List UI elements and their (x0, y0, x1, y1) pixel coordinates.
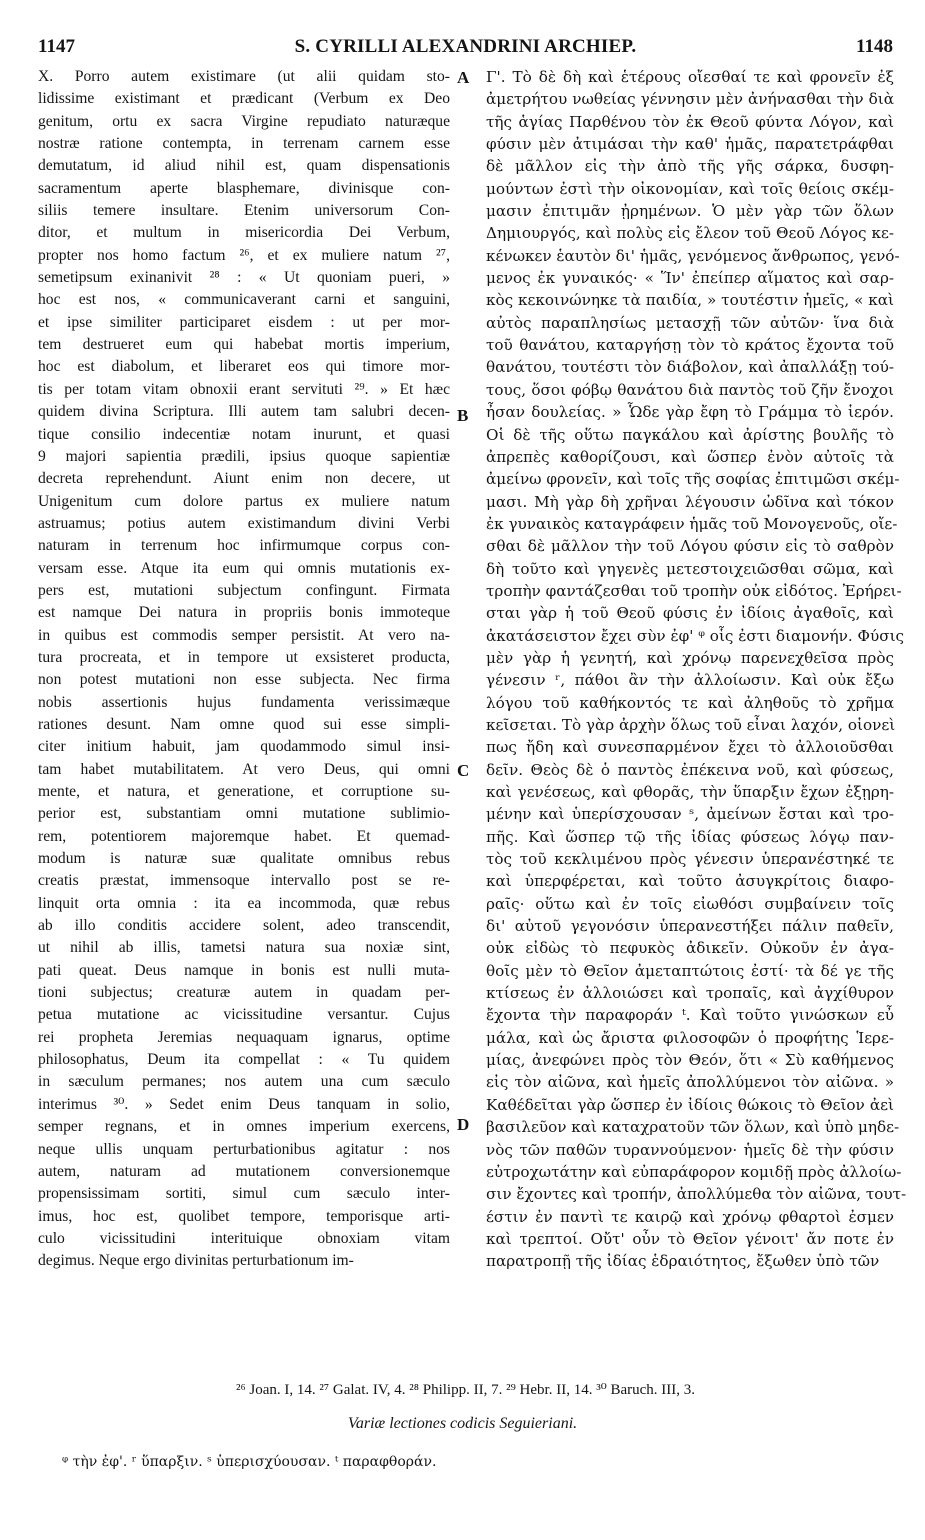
latin-text-line: lidissime existimant et prædicant (Verbum ex Deo (38, 90, 450, 108)
latin-column (38, 66, 450, 1273)
latin-text-line: propter nos homo factum ²⁶, et ex muliere natum ²⁷, (38, 246, 450, 264)
latin-text-line: 9 majori sapientia prædili, ipsius quoque sapientiæ (38, 447, 450, 465)
page-number-left: 1147 (38, 36, 75, 57)
greek-text-line: νὸς τῶν παθῶν τυραννούμενον· ἡμεῖς δὲ τὴν φύσιν (486, 1140, 894, 1159)
footnotes: ²⁶ Joan. I, 14. ²⁷ Galat. IV, 4. ²⁸ Philipp. II, 7. ²⁹ Hebr. II, 14. ³⁰ Baruch. III, 3. (235, 1382, 696, 1398)
latin-text-line: rationes desunt. Nam omne quod sui esse simpli- (38, 715, 450, 733)
greek-text-line: τῆς ἁγίας Παρθένου τὸν ἐκ Θεοῦ φύντα Λόγον, καὶ (486, 112, 894, 131)
greek-text-line: σται γὰρ ἡ τοῦ Θεοῦ φύσις ἐν ἰδίοις ἀγαθοῖς, καὶ (486, 604, 894, 623)
greek-text-line: αὐτὸς παραπλησίως μετασχῇ τῶν αὐτῶν· ἵνα διὰ (486, 313, 894, 332)
latin-text-line: ut nihil ab illis, tametsi natura sua noxiæ sint, (38, 939, 450, 957)
latin-text-line: astruamus; potius autem existimandum divini Verbi (38, 514, 450, 532)
greek-text-line: Καθέδεῖται γὰρ ὥσπερ ἐν ἰδίοις θώκοις τὸ Θεῖον ἀεὶ (486, 1095, 894, 1114)
latin-text-line: siliis temere insultare. Etenim universorum Con- (38, 202, 450, 220)
greek-text-line: τὸς τοῦ κεκλιμένου πρὸς γένεσιν ὑπερανέστηκέ τε (486, 850, 894, 869)
variant-readings: ᵠ τὴν ἐφ'. ʳ ὕπαρξιν. ˢ ὑπερισχύουσαν. ᵗ παραφθοράν. (62, 1454, 437, 1470)
greek-text-line: οὐκ εἰδὼς τὸ πεφυκὸς ἀδικεῖν. Οὐκοῦν ἐν ἀγα- (486, 939, 894, 958)
greek-text-line: ἀκατάσειστον ἔχει σὺν ἐφ' ᵠ οἷς ἐστι διαμονήν. Φύσις (486, 626, 905, 645)
latin-text-line: pers est, mutationi subjectum confingunt. Firmata (38, 581, 450, 599)
greek-text-line: ἐκ γυναικὸς καταγράφειν ἡμᾶς τοῦ Μονογενοῦς, οἴε- (486, 514, 898, 533)
latin-text-line: degimus. Neque ergo divinitas perturbationum im- (38, 1252, 354, 1270)
latin-text-line: autem, naturam ad mutationem conversionemque (38, 1162, 450, 1180)
latin-text-line: semetipsum exinanivit ²⁸ : « Ut quoniam pueri, » (38, 269, 450, 287)
greek-text-line: δὴ τοῦτο καὶ γηγενὲς μετεστοιχειῶσθαι σῶμα, καὶ (486, 559, 894, 578)
variants-heading: Variæ lectiones codicis Seguieriani. (347, 1415, 578, 1432)
latin-text-line: sacramentum aperte blasphemare, divinisque con- (38, 179, 450, 197)
latin-text-line: quidem divina Scriptura. Illi autem tam salubri decen- (38, 403, 450, 421)
latin-text-line: Unigenitum cum dolore partus ex muliere natum (38, 492, 450, 510)
latin-text-line: neque ullis unquam perturbationibus agitatur : nos (38, 1140, 450, 1158)
greek-text-line: σιν ἔχοντες καὶ τροπήν, ἀπολλύμεθα τὸν αἰῶνα, τουτ- (486, 1185, 907, 1204)
greek-text-line: Οἱ δὲ τῆς οὕτω παγκάλου καὶ ἀρίστης βουλῆς τὸ (486, 425, 894, 444)
latin-text-line: nostræ ratione contempta, in terrenam carnem esse (38, 135, 450, 153)
latin-text-line: semper regnans, et in omnes imperium exercens, (38, 1118, 450, 1136)
latin-text-line: rei propheta Jeremias nequaquam ignarus, optime (38, 1028, 450, 1046)
latin-text-line: non potest mutationi non esse subjecta. Nec firma (38, 671, 450, 689)
greek-text-line: μὲν γὰρ ἡ γενητή, καὶ χρόνῳ παρενεχθεῖσα πρὸς (486, 648, 894, 667)
greek-text-line: λόγου τοῦ καθήκοντός τε καὶ ἀληθοῦς τὸ χρῆμα (486, 693, 894, 712)
greek-text-line: μίας, ἀνεφώνει πρὸς τὸν Θεόν, ὅτι « Σὺ καθήμενος (486, 1051, 894, 1070)
latin-text-line: petua mutatione ac vicissitudine versantur. Cujus (38, 1006, 450, 1024)
greek-text-line: εὐτροχωτάτην καὶ εὐπαράφορον κομιδῇ πρὸς ἀλλοίω- (486, 1162, 902, 1181)
latin-text-line: versam esse. Atque ita eum qui omnis mutationis ex- (38, 559, 450, 577)
latin-text-line: demutatum, id aliud nihil est, quam dispensationis (38, 157, 450, 175)
greek-text-line: πως ἤδη καὶ συνεσπαρμένον ἔχει τὸ ἀλλοιοῦσθαι (486, 738, 894, 757)
greek-text-line: φύσιν μὲν ἀτιμάσαι τὴν καθ' ἡμᾶς, παρατετράφθαι (486, 135, 894, 154)
latin-text-line: philosophatus, Deum ita compellat : « Tu quidem (38, 1051, 450, 1069)
greek-text-line: πῆς. Καὶ ὥσπερ τῷ τῆς ἰδίας φύσεως λόγῳ παν- (486, 827, 894, 846)
greek-text-line: ἀμετρήτου νωθείας γέννησιν μὲν ἀνήνασθαι τὴν διὰ (486, 90, 894, 109)
greek-text-line: τοῦ θανάτου, καταργήσῃ τὸν τὸ κράτος ἔχοντα τοῦ (486, 336, 894, 355)
greek-text-line: μασι. Μὴ γὰρ δὴ χρῆναι λέγουσιν ὠδῖνα καὶ τόκον (486, 492, 894, 511)
latin-text-line: culo vicissitudini interituique obnoxiam vitam (38, 1229, 450, 1247)
latin-text-line: pati queat. Deus namque in bonis est nulli muta- (38, 961, 450, 979)
greek-text-line: κεῖσεται. Τὸ γὰρ ἀρχὴν ὅλως τοῦ εἶναι λαχόν, οἱονεὶ (486, 715, 896, 734)
latin-text-line: modum is naturæ suæ qualitate omnibus rebus (38, 850, 450, 868)
latin-text-line: rem, potentiorem majoremque habet. Et quemad- (38, 827, 450, 845)
margin-marker-b: B (457, 406, 469, 425)
greek-text-line: σθαι δὲ μᾶλλον τὴν τοῦ Λόγου φύσιν εἰς τὸ σαθρὸν (486, 537, 894, 556)
latin-text-line: tique consilio indecentiæ notam inurunt, et quasi (38, 425, 450, 443)
greek-text-line: ἀπρεπὲς καθορίζουσι, καὶ ὥσπερ ἐνὸν αὐτοῖς τὰ (486, 447, 894, 466)
greek-text-line: ἀμείνω φρονεῖν, καὶ τοῖς τῆς σοφίας ἐπιτιμῶσι σκέμ- (486, 470, 900, 489)
latin-text-line: tis per totam vitam obnoxii erant servituti ²⁹. » Et hæc (38, 380, 450, 398)
running-header (38, 36, 893, 62)
greek-text-line: μασιν ἐπιτιμᾶν ᾐρημένων. Ὁ μὲν γὰρ τῶν ὅλων (486, 202, 894, 221)
latin-text-line: in sæculum permanes; nos autem una cum sæculo (38, 1073, 450, 1091)
greek-text-line: Γ'. Τὸ δὲ δὴ καὶ ἑτέρους οἴεσθαί τε καὶ φρονεῖν ἐξ (486, 68, 894, 86)
latin-text-line: tam habet mutabilitatem. At vero Deus, qui omni (38, 760, 450, 778)
greek-text-line: γένεσιν ʳ, πάθοι ἂν τὴν ἀλλοίωσιν. Καὶ οὐκ ἔξω (486, 671, 894, 690)
greek-text-line: ἦσαν δουλείας. » Ὧδε γὰρ ἔφη τὸ Γράμμα τὸ ἱερόν. (486, 403, 894, 422)
greek-text-line: ραῖς· οὕτω καὶ ἐν τοῖς εἰωθόσι συμβαίνειν τοῖς (486, 894, 894, 913)
greek-text-line: τους, ὅσοι φόβῳ θανάτου διὰ παντὸς τοῦ ζῆν ἔνοχοι (486, 380, 894, 399)
greek-text-line: δι' αὐτοῦ γεγονόσιν ὑπερανεστήξει πάλιν παθεῖν, (486, 917, 894, 936)
greek-text-line: κτίσεως ἐν ἀλλοιώσει καὶ τροπαῖς, καὶ ἀγχίθυρον (486, 984, 894, 1003)
greek-text-line: θοῖς μὲν τὸ Θεῖον ἀμεταπτώτοις ἐστί· τὰ δέ γε τῆς (486, 961, 894, 980)
greek-text-line: καὶ γενέσεως, καὶ φθορᾶς, τὴν ὕπαρξιν ἔχων ἐξῃρη- (486, 783, 894, 801)
latin-text-line: imus, hoc est, quolibet tempore, temporisque arti- (38, 1207, 450, 1225)
latin-text-line: tioni subjectus; creaturæ autem in quadam per- (38, 984, 450, 1002)
latin-text-line: propensissimam sortiti, simul cum sæculo inter- (38, 1185, 450, 1203)
greek-text-line: έστιν ἐν παντὶ τε καιρῷ καὶ χρόνῳ φθαρτοὶ ἐσμεν (486, 1207, 894, 1226)
greek-text-line: μάλα, καὶ ὡς ἄριστα φιλοσοφῶν ὁ προφήτης Ἱερε- (486, 1028, 894, 1047)
greek-text-line: ἔχοντα τὴν παραφοράν ᵗ. Καὶ τοῦτο γινώσκων εὖ (486, 1006, 894, 1025)
latin-text-line: naturam in terrenum hoc infirmumque corpus con- (38, 537, 450, 555)
greek-text-line: εἰς τὸν αἰῶνα, καὶ ἡμεῖς ἀπολλύμενοι τὸν αἰῶνα. » (486, 1073, 894, 1092)
latin-text-line: hoc est nos, « communicaverant carni et sanguini, (38, 291, 450, 309)
latin-text-line: X. Porro autem existimare (ut alii quidam sto- (38, 68, 450, 85)
greek-text-line: δὲ μᾶλλον εἰς τὴν ἀπὸ τῆς γῆς σάρκα, δυσφη- (486, 157, 894, 176)
greek-text-line: δεῖν. Θεὸς δὲ ὁ παντὸς ἐπέκεινα νοῦ, καὶ φύσεως, (486, 760, 894, 779)
greek-text-line: μένην καὶ ὑπερίσχουσαν ˢ, ἀμείνων ἔσται καὶ τρο- (486, 805, 894, 824)
greek-text-line: βασιλεῦον καὶ καταχρατοῦν τῶν ὅλων, καὶ ὑπὸ μηδε- (486, 1118, 900, 1137)
greek-text-line: Δημιουργός, καὶ πολὺς εἰς ἔλεον τοῦ Θεοῦ Λόγος κε- (486, 224, 894, 243)
greek-column (486, 66, 907, 1273)
latin-text-line: interimus ³⁰. » Sedet enim Deus tanquam in solio, (38, 1095, 450, 1113)
margin-marker-d: D (457, 1115, 470, 1134)
latin-text-line: est namque Dei natura in propriis bonis immoteque (38, 604, 450, 622)
latin-text-line: ab illo conditis accidere solent, adeo transcendit, (38, 917, 450, 935)
greek-text-line: παρατροπῇ τῆς ἰδίας ἑδραιότητος, ἔξωθεν ὑπὸ τῶν (486, 1252, 880, 1271)
latin-text-line: citer initium habuit, jam quodammodo simul insi- (38, 738, 450, 756)
margin-marker-a: A (457, 68, 470, 87)
latin-text-line: tura procreata, et in tempore ut exsisteret producta, (38, 648, 450, 666)
greek-text-line: καὶ τρεπτοί. Οὔτ' οὖν τὸ Θεῖον γένοιτ' ἄν ποτε ἐν (486, 1229, 894, 1248)
running-title: S. CYRILLI ALEXANDRINI ARCHIEP. (294, 36, 637, 57)
margin-marker-c: C (457, 761, 470, 780)
latin-text-line: et ipse similiter participaret eisdem : ut per mor- (38, 313, 450, 331)
latin-text-line: creatis præstat, immensoque intervallo post se re- (38, 872, 450, 890)
greek-text-line: κὸς κεκοινώνηκε τὰ παιδία, » τουτέστιν ἡμεῖς, « καὶ (486, 291, 894, 310)
greek-text-line: μούντων ἐστὶ τὴν οἰκονομίαν, καὶ τοῖς θείοις σκέμ- (486, 179, 894, 198)
greek-text-line: θανάτου, τουτέστι τὸν διάβολον, καὶ ἀπαλλάξῃ τού- (486, 358, 894, 377)
latin-text-line: ditor, et multum in misericordia Dei Verbum, (38, 224, 450, 242)
greek-text-line: καὶ ὑπερφέρεται, καὶ τοῦτο ἀσυγκρίτοις διαφο- (486, 872, 894, 891)
latin-text-line: decreta reprehendunt. Aiunt enim non decere, ut (38, 470, 450, 488)
latin-text-line: perior est, substantiam omni mutatione sublimio- (38, 805, 450, 823)
greek-text-line: μενος ἐκ γυναικός· « Ἵν' ἐπείπερ αἵματος καὶ σαρ- (486, 269, 894, 288)
latin-text-line: in quibus est commodis semper persistit. At vero na- (38, 626, 450, 644)
latin-text-line: mente, et natura, et generatione, et corruptione su- (38, 783, 450, 800)
greek-text-line: τροπὴν φαντάζεσθαι τοῦ τροπὴν οὐκ εἰδότος. Ἐρήρει- (486, 581, 902, 600)
latin-text-line: linquit orta omnia : ita ea incommoda, quæ rebus (38, 894, 450, 912)
latin-text-line: tem destrueret eum qui habebat mortis imperium, (38, 336, 450, 354)
latin-text-line: genitum, ortu ex sacra Virgine repudiato naturæque (38, 112, 450, 130)
page-number-right: 1148 (856, 36, 893, 57)
latin-text-line: nobis assertionis hujus fundamenta verissimæque (38, 693, 450, 711)
greek-text-line: κένωκεν ἑαυτὸν δι' ἡμᾶς, γενόμενος ἄνθρωπος, γενό- (486, 246, 900, 265)
latin-text-line: hoc est diabolum, et liberaret eos qui timore mor- (38, 358, 450, 376)
